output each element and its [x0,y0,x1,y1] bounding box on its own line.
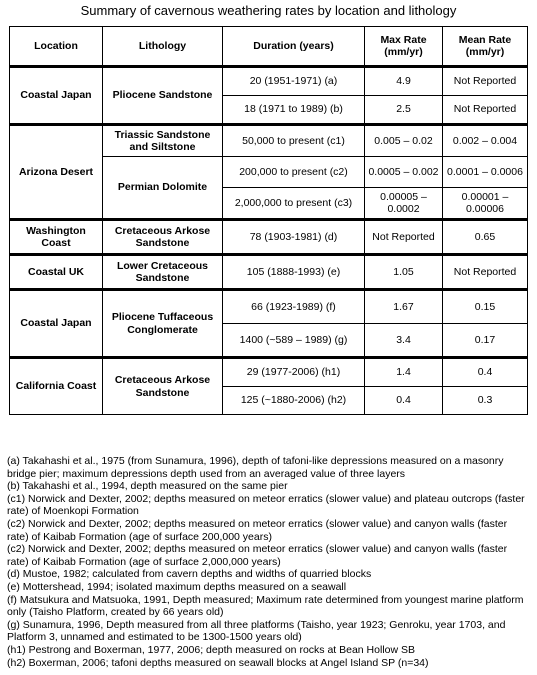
max-rate-cell: 1.05 [365,255,443,290]
header-mean-rate: Mean Rate (mm/yr) [443,27,528,67]
footnote-b: (b) Takahashi et al., 1994, depth measured on the same pier [7,480,288,493]
header-lithology: Lithology [103,27,223,67]
duration-cell: 105 (1888-1993) (e) [223,255,365,290]
mean-rate-cell: 0.00001 – 0.00006 [443,188,528,220]
mean-rate-cell: Not Reported [443,67,528,96]
footnote-g: (g) Sunamura, 1996, Depth measured from all three platforms (Taisho, year 1923; Genroku, year 1703, and Platform 3, unnamed and estimated to be 1300-1500 years old) [7,618,506,644]
location-cell: Coastal Japan [10,290,103,358]
footnote-c1: (c1) Norwick and Dexter, 2002; depths measured on meteor erratics (slower value) and plateau outcrops (faster rate) of Moenkopi Formation [7,492,525,518]
footnote-e: (e) Mottershead, 1994; isolated maximum depths measured on a seawall [7,580,347,593]
duration-cell: 2,000,000 to present (c3) [223,188,365,220]
lithology-cell: Triassic Sandstone and Siltstone [103,125,223,157]
page-title: Summary of cavernous weathering rates by location and lithology [80,3,457,18]
location-cell: Washington Coast [10,220,103,255]
mean-rate-cell: Not Reported [443,96,528,125]
mean-rate-cell: Not Reported [443,255,528,290]
table-row [10,125,528,157]
table-row [10,358,528,387]
header-location: Location [10,27,103,67]
max-rate-cell: 3.4 [365,324,443,358]
header-max-rate: Max Rate (mm/yr) [365,27,443,67]
footnote-h2: (h2) Boxerman, 2006; tafoni depths measured on seawall blocks at Angel Island SP (n=34) [7,656,429,669]
location-cell: Coastal UK [10,255,103,290]
duration-cell: 125 (~1880-2006) (h2) [223,387,365,415]
lithology-cell: Permian Dolomite [103,157,223,220]
max-rate-cell: Not Reported [365,220,443,255]
mean-rate-cell: 0.4 [443,358,528,387]
max-rate-cell: 2.5 [365,96,443,125]
table-header-row [10,27,528,67]
mean-rate-cell: 0.65 [443,220,528,255]
duration-cell: 66 (1923-1989) (f) [223,290,365,324]
table-row [10,290,528,324]
lithology-cell: Cretaceous Arkose Sandstone [103,358,223,415]
table-row [10,67,528,96]
duration-cell: 78 (1903-1981) (d) [223,220,365,255]
table-row [10,220,528,255]
mean-rate-cell: 0.0001 – 0.0006 [443,157,528,188]
mean-rate-cell: 0.15 [443,290,528,324]
max-rate-cell: 0.4 [365,387,443,415]
max-rate-cell: 0.00005 – 0.0002 [365,188,443,220]
weathering-rates-table [9,26,528,415]
mean-rate-cell: 0.3 [443,387,528,415]
duration-cell: 29 (1977-2006) (h1) [223,358,365,387]
footnote-f: (f) Matsukura and Matsuoka, 1991, Depth measured; Maximum rate determined from youngest marine platform only (Taisho Platform, created by 66 years old) [7,593,524,619]
footnote-a: (a) Takahashi et al., 1975 (from Sunamura, 1996), depth of tafoni-like depressions measured on a masonry bridge pier; maximum depressions depth used from an averaged value of three layers [7,455,504,480]
duration-cell: 18 (1971 to 1989) (b) [223,96,365,125]
lithology-cell: Cretaceous Arkose Sandstone [103,220,223,255]
footnote-d: (d) Mustoe, 1982; calculated from cavern depths and widths of quarried blocks [7,568,372,581]
footnote-c2: (c2) Norwick and Dexter, 2002; depths measured on meteor erratics (slower value) and canyon walls (faster rate) of Kaibab Formation (age of surface 200,000 years) [7,517,508,543]
max-rate-cell: 0.0005 – 0.002 [365,157,443,188]
lithology-cell: Pliocene Sandstone [103,67,223,125]
max-rate-cell: 4.9 [365,67,443,96]
duration-cell: 200,000 to present (c2) [223,157,365,188]
footnote-c2-second: (c2) Norwick and Dexter, 2002; depths measured on meteor erratics (slower value) and canyon walls (faster rate) of Kaibab Formation (age of surface 2,000,000 years) [7,543,508,568]
footnote-h1: (h1) Pestrong and Boxerman, 1977, 2006; depth measured on rocks at Bean Hollow SB [7,643,415,656]
location-cell: California Coast [10,358,103,415]
lithology-cell: Pliocene Tuffaceous Conglomerate [103,290,223,358]
location-cell: Coastal Japan [10,67,103,125]
mean-rate-cell: 0.17 [443,324,528,358]
mean-rate-cell: 0.002 – 0.004 [443,125,528,157]
table-row [10,255,528,290]
header-duration: Duration (years) [223,27,365,67]
max-rate-cell: 0.005 – 0.02 [365,125,443,157]
duration-cell: 1400 (~589 – 1989) (g) [223,324,365,358]
lithology-cell: Lower Cretaceous Sandstone [103,255,223,290]
duration-cell: 20 (1951-1971) (a) [223,67,365,96]
max-rate-cell: 1.67 [365,290,443,324]
max-rate-cell: 1.4 [365,358,443,387]
footnotes [7,455,531,669]
duration-cell: 50,000 to present (c1) [223,125,365,157]
location-cell: Arizona Desert [10,125,103,220]
